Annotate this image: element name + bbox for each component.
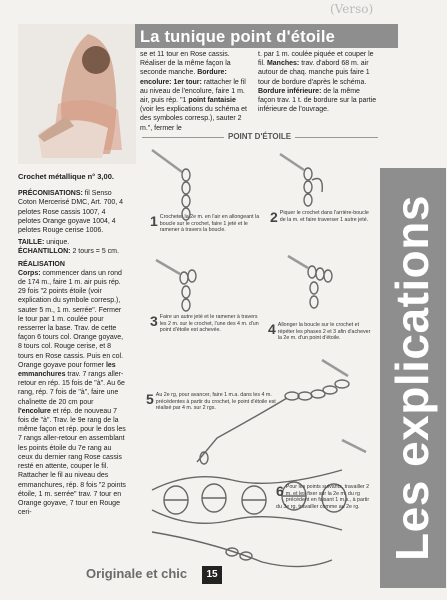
page-number: 15 [202,566,222,584]
instructions-column-2 [140,50,248,133]
instructions-column-3 [258,50,378,114]
preconisations: PRÉCONISATIONS: fil Senso Coton Mercerisé DMC, Art. 700, 4 pelotes Rose cassis 1007, 4 pelotes Orange goyave 1004, 4 pelotes Rouge cerise 1006. [18,190,124,235]
page-title: La tunique point d'étoile [140,28,335,46]
model-photo [18,24,136,164]
photo-caption: Crochet métallique n° 3,00. [18,172,114,181]
step-3-illustration [156,260,196,311]
col2-paragraph: se et 11 tour en Rose cassis. Réaliser de la même façon la seconde manche. Bordure: encolure: 1er tour: rattacher le fil au niveau de l'encolure, faire 1 m. air, puis rép. "1 point fantaisie (voir les explications du schéma et des symboles corresp.), sauter 2 m.", fermer le [140,51,247,132]
footer-brand: Originale et chic [86,566,188,581]
realisation-heading: RÉALISATION [18,260,65,268]
echantillon: ÉCHANTILLON: 2 tours = 5 cm. [18,248,119,256]
side-label-text: Les explications [386,195,438,561]
taille: TAILLE: unique. [18,239,70,247]
col3-paragraph: t. par 1 m. coulée piquée et couper le fil. Manches: trav. d'abord 68 m. air autour de chaq. manche puis faire 1 tour de bordure d'après le schéma. Bordure inférieure: de la même façon trav. 1 t. de bordure sur la partie inférieure de l'ouvrage. [258,51,377,114]
step-4-illustration [288,256,332,308]
model-photo-illustration [18,24,136,164]
step-6-caption: 6 Pour les points suivants, travailler 2 m. et les fixer sur la 2e m. du rg précédent en faisant 1 m.s., à partir du 3e rg, travailler comme au 2e rg. [276,483,370,510]
step-5-caption: 5 Au 2e rg, pour avancer, faire 1 m.a. dans les 4 m. précédentes à partir du crochet, le point d'étoile est réalisé par 4 m. sur 2 rgs. [146,391,276,412]
step-5-illustration [197,360,349,464]
step-2-caption: 2 Piquer le crochet dans l'arrière-boucle de la m. et faire traverser 1 autre jeté. [270,209,369,225]
corner-mark: (Verso) [330,2,374,16]
step-1-illustration [152,150,190,220]
side-label [384,178,440,578]
instructions-column-1 [18,172,128,520]
corps-paragraph: Corps: commencer dans un rond de 174 m., faire 1 m. air puis rép. 29 fois "2 points étoile (voir explication du symbole corresp.), sauter 5 m., 1 m. serrée". Fermer le tour par 1 m. coulée pour resserrer la base. Trav. de cette façon 6 tours col. Orange goyave, 8 tours col. Rouge cerise, et 8 tours en Rose cassis. Puis en col. Orange goyave pour former les emmanchures trav. 7 rangs aller-retour en rép. 15 fois de "à". Au 6e rang, rép. 7 fois de "à", faire une chaînette de 20 cm pour l'encolure et rép. de nouveau 7 fois de "à". Trav. le 9e rang de la même façon et rép. pour le dos les 7 rangs aller-retour en assemblant les points étoile du 7e rang au ceux du dernier rang Rose cassis resté en attente, couper le fil. Rattacher le fil au niveau des emmanchures, rép. 8 fois "2 points étoile, 1 m. serrée" trav. 7 tour en Orange goyave, 7 tour en Rouge ceri- [18,269,126,517]
step-3-caption: 3 Faire un autre jeté et le ramener à travers les 2 m. sur le crochet, l'une des 4 m. d'un point d'étoile est achevée. [150,313,259,334]
step-1-caption: 1 Crocheter la 2e m. en l'air en allongeant la boucle sur le crochet, faire 1 jeté et le ramener à travers la boucle. [150,213,260,234]
step-2-illustration [280,154,322,206]
step-4-caption: 4 Allonger la boucle sur le crochet et répéter les phases 2 et 3 afin d'achever la 2e m. d'un point d'étoile. [268,321,371,342]
diagram-title: POINT D'ÉTOILE [224,132,295,141]
